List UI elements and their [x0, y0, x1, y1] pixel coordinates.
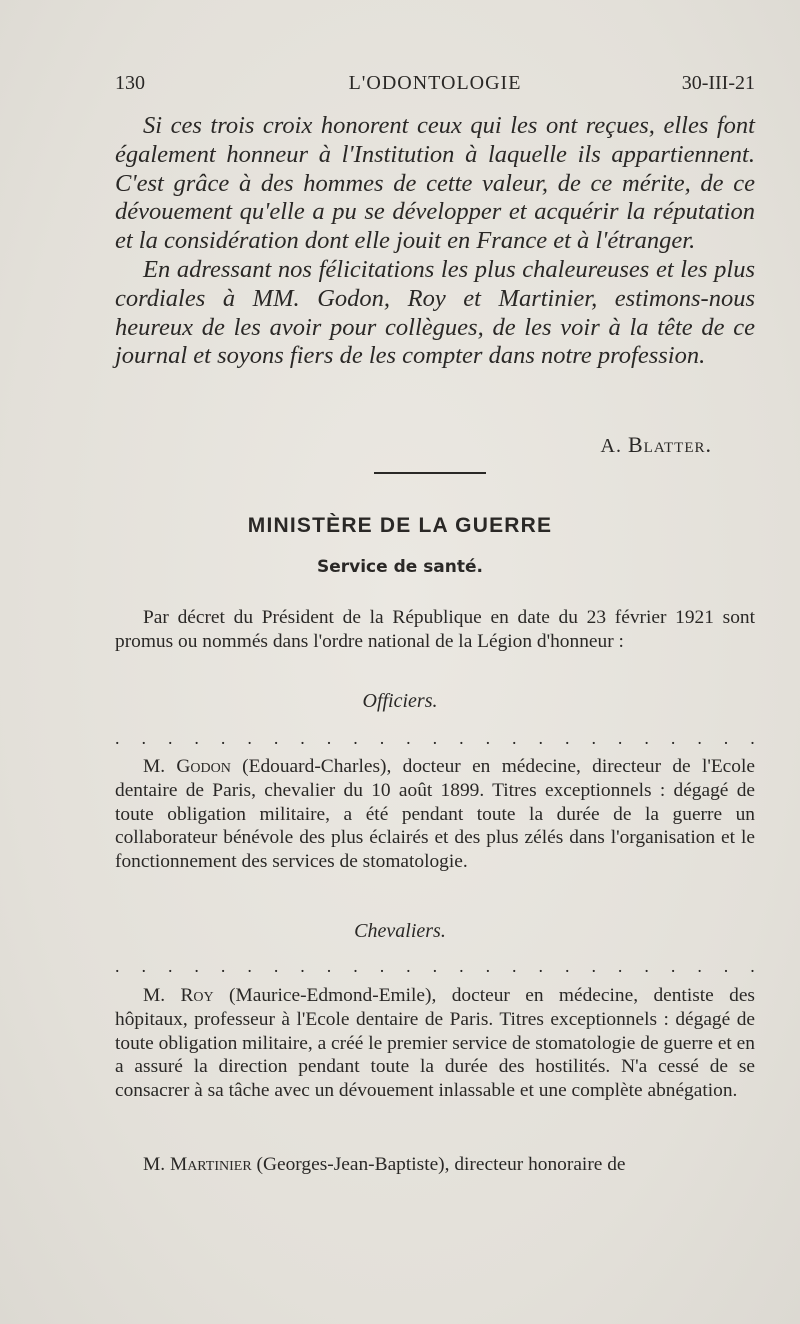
- godon-entry: [115, 755, 755, 874]
- chevaliers-heading: Chevaliers.: [354, 920, 446, 942]
- decree-paragraph: [115, 606, 755, 654]
- roy-name: Roy: [180, 985, 214, 1006]
- martinier-entry: [115, 1153, 755, 1177]
- section-subtitle: Service de santé.: [316, 557, 483, 577]
- martinier-prefix: M.: [143, 1154, 166, 1175]
- roy-prefix: M.: [143, 985, 166, 1006]
- martinier-name: Martinier: [169, 1154, 252, 1175]
- signature: [601, 432, 712, 458]
- signature-initial: A.: [600, 435, 622, 457]
- ellipsis-row-1: . . . . . . . . . . . . . . . . . . . . . . . . .: [115, 728, 755, 748]
- roy-entry: [115, 984, 755, 1103]
- running-head: [115, 72, 755, 102]
- section-divider: [374, 472, 486, 474]
- godon-text: (Edouard-Charles), docteur en médecine, directeur de l'Ecole dentaire de Paris, chevalier du 10 août 1899. Titres exceptionnels : dégagé de toute obligation militaire, a été pendant toute la durée de la guerre un collaborateur bénévole des plus éclairés et des plus zélés dans l'organisation et le fonctionnement des services de stomatologie.: [115, 756, 755, 873]
- godon-name: Godon: [176, 756, 231, 777]
- page-number: 130: [115, 72, 145, 94]
- martinier-text: (Georges-Jean-Baptiste), directeur honoraire de: [256, 1154, 626, 1175]
- intro-paragraph-1: Si ces trois croix honorent ceux qui les ont reçues, elles font également honneur à l'Institution à laquelle ils appartiennent. C'est grâce à des hommes de cette valeur, de ce mérite, de ce dévouement qu'elle a pu se développer et acquérir la réputation et la considération dont elle jouit en France et à l'étranger.: [115, 112, 755, 255]
- issue-date: 30-III-21: [681, 72, 755, 94]
- intro-text: [115, 112, 755, 371]
- intro-paragraph-2: En adressant nos félicitations les plus chaleureuses et les plus cordiales à MM. Godon, Roy et Martinier, estimons-nous heureux de les avoir pour collègues, de les voir à la tête de ce journal et soyons fiers de les compter dans notre profession.: [115, 255, 755, 370]
- decree-text: Par décret du Président de la République en date du 23 février 1921 sont promus ou nommés dans l'ordre national de la Légion d'honneur :: [115, 607, 755, 652]
- ellipsis-row-2: . . . . . . . . . . . . . . . . . . . . . . . . .: [115, 956, 755, 976]
- godon-prefix: M.: [143, 756, 166, 777]
- signature-name: Blatter.: [628, 432, 712, 457]
- roy-text: (Maurice-Edmond-Emile), docteur en médecine, dentiste des hôpitaux, professeur à l'Ecole dentaire de Paris. Titres exceptionnels : dégagé de toute obligation militaire, a créé le premier service de stomatologie de guerre et en a assuré la direction pendant toute la durée des hostilités. N'a cessé de se consacrer à sa tâche avec un dévouement inlassable et une complète abnégation.: [115, 985, 755, 1102]
- section-title: MINISTÈRE DE LA GUERRE: [247, 514, 553, 537]
- journal-title: L'ODONTOLOGIE: [348, 72, 522, 94]
- officiers-heading: Officiers.: [362, 690, 438, 712]
